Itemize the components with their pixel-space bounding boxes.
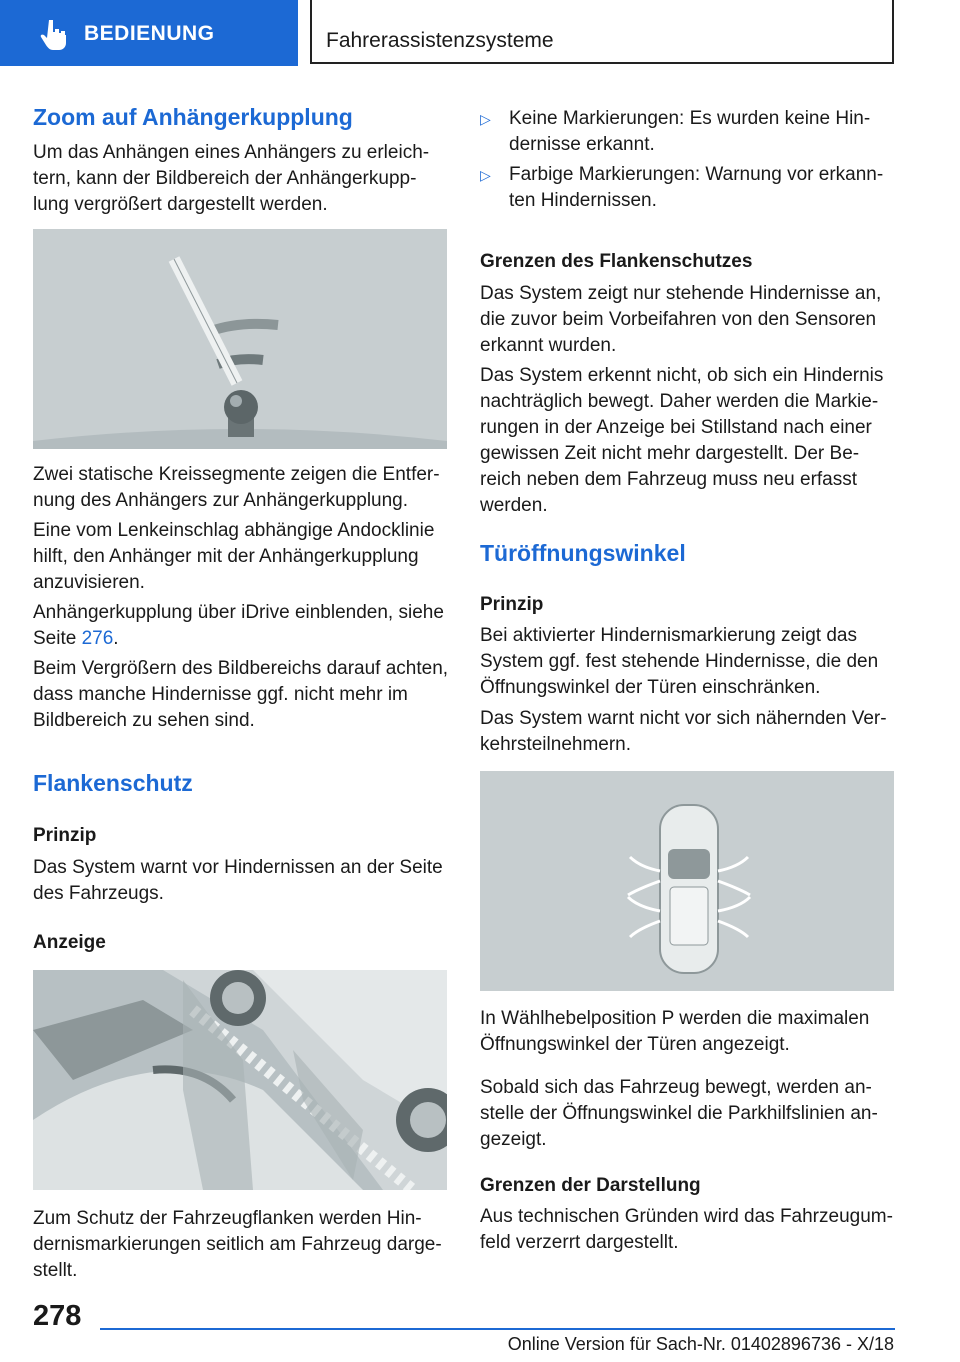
door-prinzip-heading: Prinzip: [480, 594, 544, 615]
zoom-heading: Zoom auf Anhängerkupplung: [33, 104, 353, 130]
grenzen-p2: Das System erkennt nicht, ob sich ein Hindernis nachträglich bewegt. Daher werden die Markie- rungen in der Anzeige bei Stillstand nach einer gewissen Zeit nicht mehr dargestellt. Der Be- reich neben dem Fahrzeug muss neu erfasst werden.: [480, 365, 884, 516]
door-p4: Sobald sich das Fahrzeug bewegt, werden an- stelle der Öffnungswinkel die Parkhilfslinien an- gezeigt.: [480, 1077, 878, 1150]
prinzip-heading: Prinzip: [33, 825, 97, 846]
section-tab[interactable]: [0, 0, 298, 66]
door-p3: In Wählhebelposition P werden die maximalen Öffnungswinkel der Türen angezeigt.: [480, 1008, 870, 1055]
door-angle-figure: [480, 771, 894, 991]
coupling-zoom-illustration: [33, 229, 447, 449]
chapter-title-box: [310, 0, 894, 64]
darst-text: Aus technischen Gründen wird das Fahrzeugum- feld verzerrt dargestellt.: [480, 1206, 893, 1253]
page-link[interactable]: 276: [81, 628, 114, 649]
flank-protection-figure: [33, 970, 447, 1190]
door-prinzip-p1: Bei aktivierter Hindernismarkierung zeigt das System ggf. fest stehende Hindernisse, die den Öffnungswinkel der Türen einschränken.: [480, 625, 879, 698]
door-heading: Türöffnungswinkel: [480, 540, 686, 566]
triangle-bullet-icon: ▷: [480, 167, 491, 183]
anzeige-text: Zum Schutz der Fahrzeugflanken werden Hin- dernismarkierungen seitlich am Fahrzeug darge- stellt.: [33, 1208, 442, 1281]
prinzip-text: Das System warnt vor Hindernissen an der Seite des Fahrzeugs.: [33, 857, 443, 904]
zoom-p4: Beim Vergrößern des Bildbereichs darauf achten, dass manche Hindernisse ggf. nicht mehr im Bildbereich zu sehen sind.: [33, 658, 449, 731]
grenzen-p1: Das System zeigt nur stehende Hindernisse an, die zuvor beim Vorbeifahren von den Sensoren erkannt wurden.: [480, 283, 882, 356]
coupling-zoom-figure: [33, 229, 447, 449]
darst-heading: Grenzen der Darstellung: [480, 1175, 701, 1196]
zoom-p2: Eine vom Lenkeinschlag abhängige Andocklinie hilft, den Anhänger mit der Anhängerkupplung anzuvisieren.: [33, 520, 435, 593]
zoom-p3: Anhängerkupplung über iDrive einblenden, siehe Seite 276.: [33, 602, 444, 649]
door-angle-illustration: [480, 771, 894, 991]
grenzen-heading: Grenzen des Flankenschutzes: [480, 251, 753, 272]
anzeige-heading: Anzeige: [33, 932, 106, 953]
door-prinzip-p2: Das System warnt nicht vor sich nähernden Ver- kehrsteilnehmern.: [480, 708, 887, 755]
flank-heading: Flankenschutz: [33, 770, 193, 796]
triangle-bullet-icon: ▷: [480, 111, 491, 127]
flank-protection-illustration: [33, 970, 447, 1190]
footer-divider: [100, 1328, 895, 1330]
page-number: 278: [33, 1300, 82, 1332]
hand-pointer-icon: [38, 16, 72, 50]
online-version: Online Version für Sach-Nr. 01402896736 - X/18: [507, 1334, 894, 1354]
section-label: BEDIENUNG: [84, 22, 215, 45]
zoom-intro: Um das Anhängen eines Anhängers zu erleich- tern, kann der Bildbereich der Anhängerkupp- lung vergrößert dargestellt werden.: [33, 142, 430, 215]
chapter-title: Fahrerassistenzsysteme: [326, 29, 554, 52]
zoom-p1: Zwei statische Kreissegmente zeigen die Entfer- nung des Anhängers zur Anhängerkupplung.: [33, 464, 440, 511]
